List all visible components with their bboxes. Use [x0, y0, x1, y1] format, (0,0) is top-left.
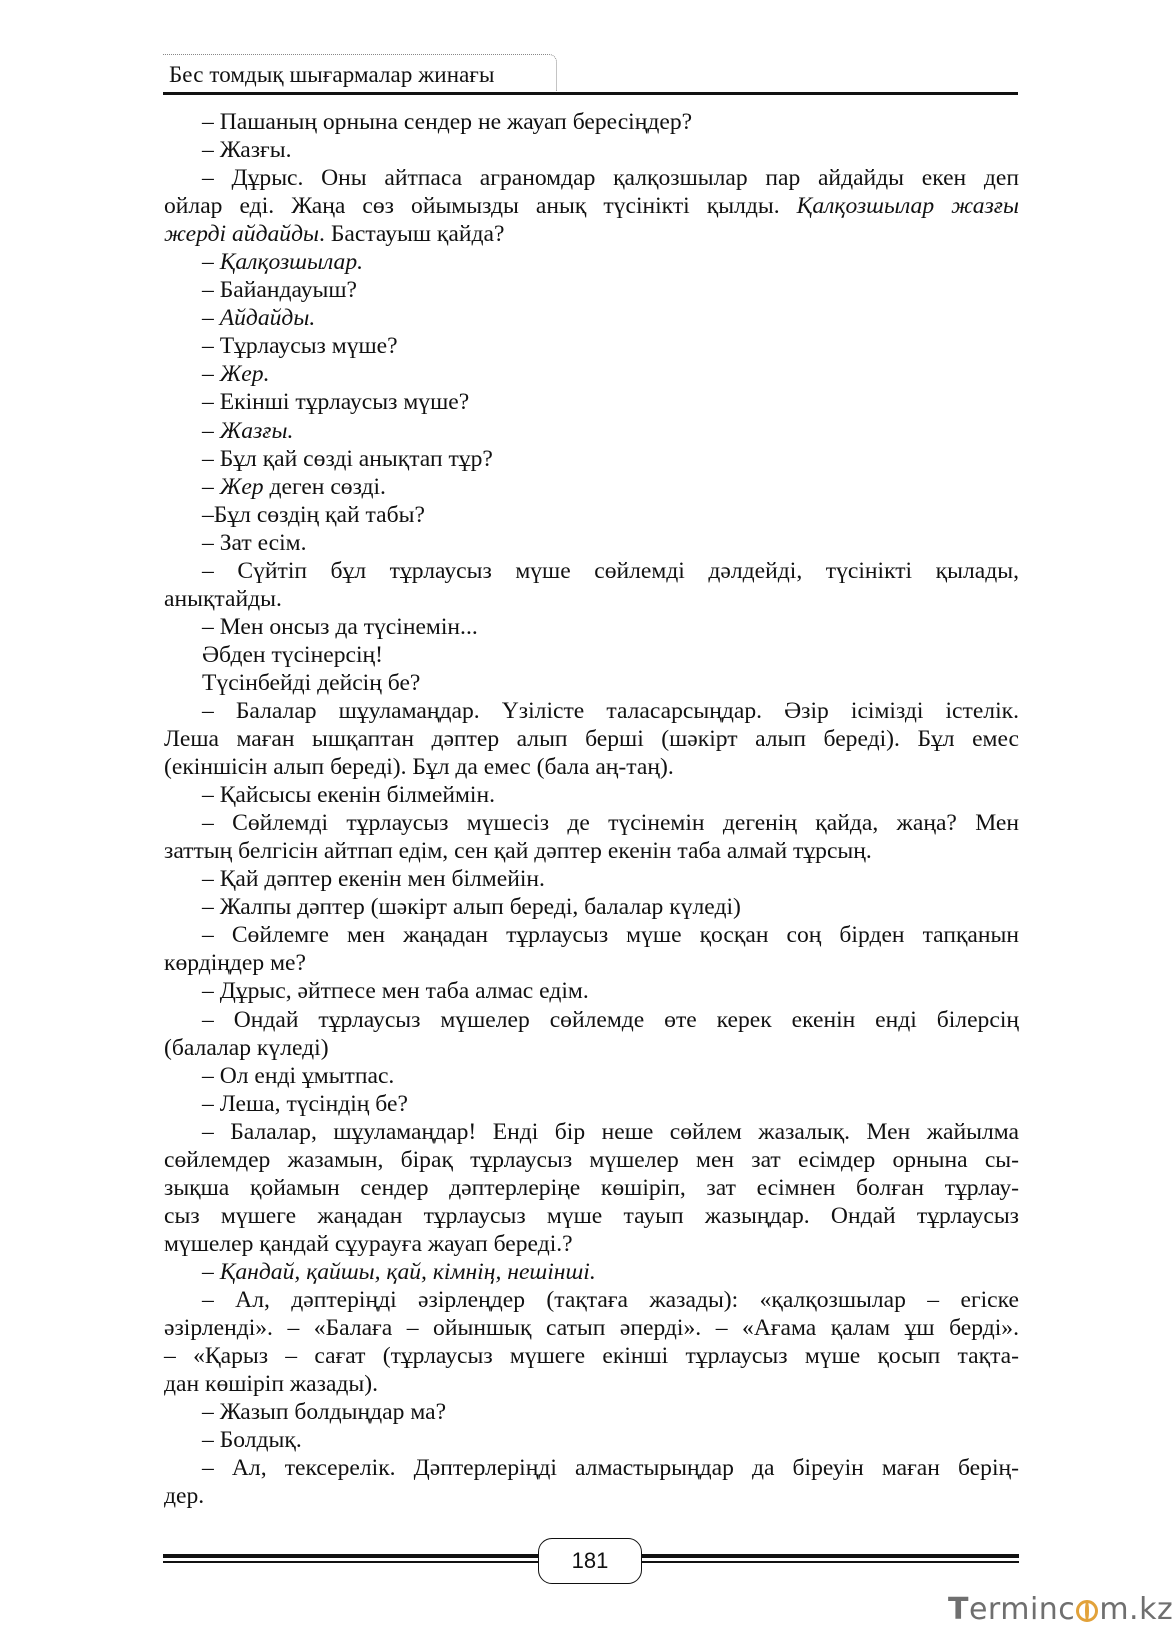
paragraph: – Сүйтіп бұл тұрлаусыз мүше сөйлемді дәлдейді, түсінікті қылады,	[202, 557, 1019, 584]
italic-example: жерді айдайды	[164, 221, 320, 248]
paragraph: – Ондай тұрлаусыз мүшелер сөйлемде өте керек екенін енді білерсің	[202, 1006, 1019, 1033]
paragraph: ойлар еді. Жаңа сөз ойымызды анық түсінікті қылды. Қалқозшылар жазғы	[164, 193, 1019, 220]
paragraph: – Зат есім.	[202, 529, 307, 556]
paragraph: дан көшіріп жазады).	[164, 1371, 379, 1398]
paragraph: сөйлемдер жазамын, бірақ тұрлаусыз мүшелер мен зат есімдер орнына сы-	[164, 1146, 1019, 1173]
paragraph: – Жазғы.	[202, 137, 292, 164]
paragraph: – Ал, тексерелік. Дәптерлеріңді алмастырыңдар да біреуін маған берің-	[202, 1455, 1019, 1482]
paragraph: – Сөйлемді тұрлаусыз мүшесіз де түсінемін дегенің қайда, жаңа? Мен	[202, 810, 1019, 837]
paragraph: – Дұрыс. Оны айтпаса аграномдар қалқозшылар пар айдайды екен деп	[202, 165, 1019, 192]
paragraph: – Жазғы.	[202, 417, 294, 444]
paragraph: – Жер.	[202, 361, 270, 388]
paragraph: – Қайсысы екенін білмеймін.	[202, 782, 495, 809]
paragraph: – Жер деген сөзді.	[202, 473, 386, 500]
footer-rule-right-thin	[641, 1561, 1019, 1563]
paragraph: – Қандай, қайшы, қай, кімнің, нешінші.	[202, 1258, 596, 1285]
footer-rule-left	[163, 1554, 539, 1558]
paragraph: зықша қойамын сендер дәптерлеріңе көшіріп, зат есімнен болған тұрлау-	[164, 1174, 1019, 1201]
paragraph: Түсінбейді дейсің бе?	[202, 669, 421, 696]
paragraph: әзірленді». – «Балаға – ойыншық сатып әперді». – «Ағама қалам ұш берді».	[164, 1315, 1019, 1342]
running-header	[163, 54, 1018, 94]
paragraph: мүшелер қандай сұурауға жауап береді.?	[164, 1230, 573, 1257]
paragraph: – Қалқозшылар.	[202, 249, 364, 276]
paragraph: дер.	[164, 1483, 205, 1510]
paragraph: – «Қарыз – сағат (тұрлаусыз мүшеге екінші тұрлаусыз мүше қосып тақта-	[164, 1343, 1019, 1370]
footer-rule-right	[641, 1554, 1019, 1558]
paragraph: – Мен онсыз да түсінемін...	[202, 613, 478, 640]
paragraph: – Бұл қай сөзді анықтап тұр?	[202, 445, 493, 472]
paragraph: –Бұл сөздің қай табы?	[202, 501, 425, 528]
paragraph: жерді айдайды. Бастауыш қайда?	[164, 221, 505, 248]
paragraph: – Ол енді ұмытпас.	[202, 1062, 395, 1089]
paragraph: – Балалар, шұуламаңдар! Енді бір неше сөйлем жазалық. Мен жайылма	[202, 1118, 1019, 1145]
page-number: 181	[538, 1538, 642, 1584]
paragraph: – Балалар шұуламаңдар. Үзілісте таласарсыңдар. Әзір ісімізді істелік.	[202, 697, 1019, 724]
page-body	[164, 108, 1019, 1510]
book-title: Бес томдық шығармалар жинағы	[169, 62, 495, 87]
header-rule	[163, 92, 1018, 95]
paragraph: – Дұрыс, әйтпесе мен таба алмас едім.	[202, 978, 589, 1005]
paragraph: – Екінші тұрлаусыз мүше?	[202, 389, 470, 416]
paragraph: – Тұрлаусыз мүше?	[202, 333, 398, 360]
watermark-logo: Terminc m.kz	[948, 1592, 1173, 1627]
paragraph: Леша маған ышқаптан дәптер алып берші (шәкірт алып береді). Бұл емес	[164, 726, 1019, 753]
paragraph: – Сөйлемге мен жаңадан тұрлаусыз мүше қосқан соң бірден тапқанын	[202, 922, 1019, 949]
paragraph: заттың белгісін айтпап едім, сен қай дәптер екенін таба алмай тұрсың.	[164, 838, 872, 865]
paragraph: (екіншісін алып береді). Бұл да емес (бала аң-таң).	[164, 754, 674, 781]
paragraph: Әбден түсінерсің!	[202, 641, 383, 668]
paragraph: – Жазып болдыңдар ма?	[202, 1399, 447, 1426]
paragraph: (балалар күледі)	[164, 1034, 329, 1061]
paragraph: – Жалпы дәптер (шәкірт алып береді, балалар күледі)	[202, 894, 741, 921]
globe-icon	[1076, 1600, 1098, 1622]
paragraph: – Қай дәптер екенін мен білмейін.	[202, 866, 545, 893]
paragraph: – Пашаның орнына сендер не жауап бересіңдер?	[202, 109, 693, 135]
paragraph: – Байандауыш?	[202, 277, 358, 304]
paragraph: – Ал, дәптеріңді әзірлеңдер (тақтаға жазады): «қалқозшылар – егіске	[202, 1286, 1019, 1313]
paragraph: көрдіңдер ме?	[164, 950, 306, 977]
paragraph: сыз мүшеге жаңадан тұрлаусыз мүше тауып жазыңдар. Ондай тұрлаусыз	[164, 1202, 1019, 1229]
italic-example: Қалқозшылар жазғы	[796, 193, 1019, 220]
paragraph: анықтайды.	[164, 585, 282, 612]
paragraph: – Болдық.	[202, 1427, 302, 1454]
paragraph: – Айдайды.	[202, 305, 316, 332]
footer-rule-left-thin	[163, 1561, 539, 1563]
paragraph: – Леша, түсіндің бе?	[202, 1090, 408, 1117]
